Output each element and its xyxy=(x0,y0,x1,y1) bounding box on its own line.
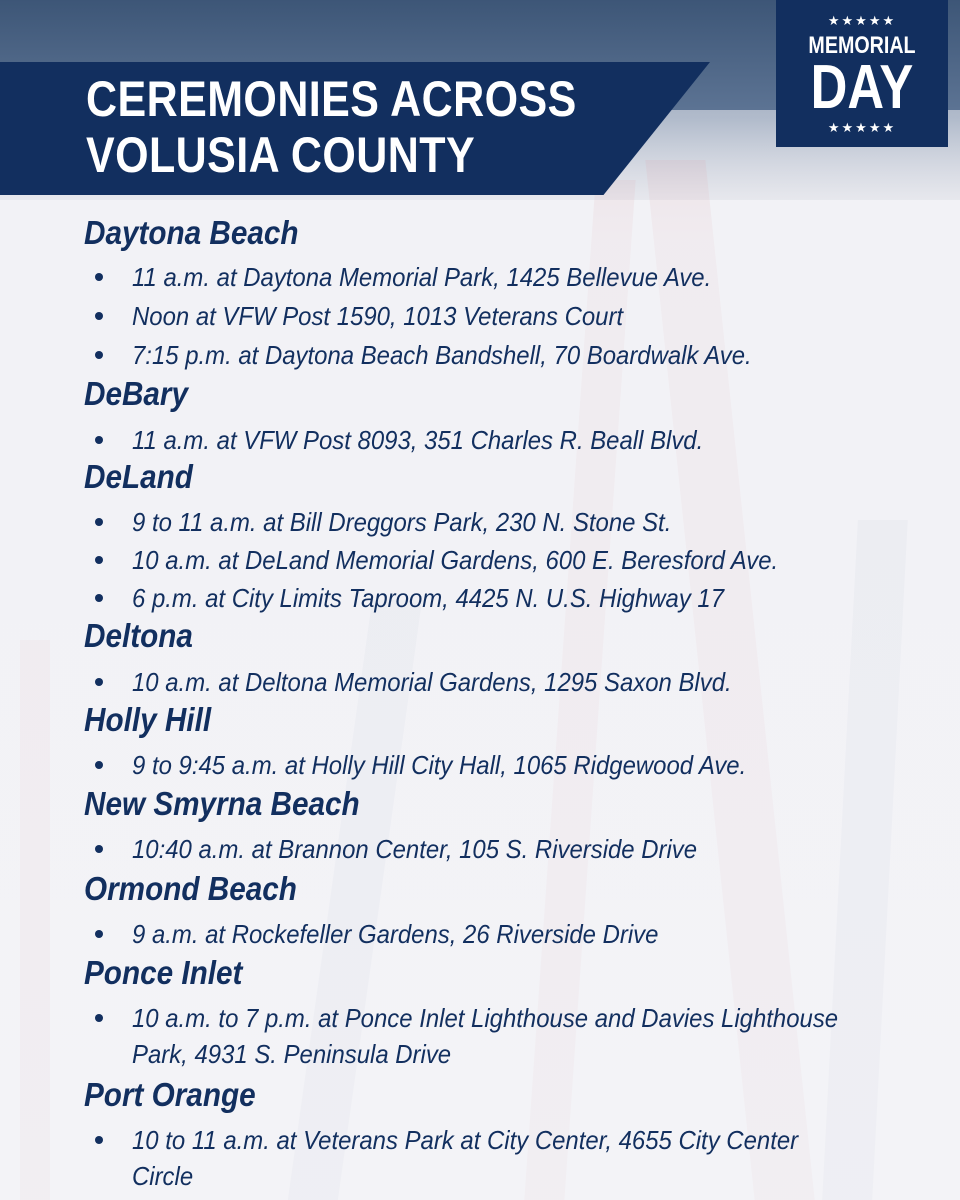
city-heading: DeLand xyxy=(84,458,193,495)
list-item: 7:15 p.m. at Daytona Beach Bandshell, 70 Boardwalk Ave. xyxy=(132,340,752,370)
bullet-icon xyxy=(95,594,103,602)
list-item-continuation: Park, 4931 S. Peninsula Drive xyxy=(132,1039,452,1069)
list-item: 10 a.m. at Deltona Memorial Gardens, 1295 Saxon Blvd. xyxy=(132,667,732,697)
list-item: 10 a.m. at DeLand Memorial Gardens, 600 E. Beresford Ave. xyxy=(132,545,779,575)
bullet-icon xyxy=(95,845,103,853)
list-item: 10:40 a.m. at Brannon Center, 105 S. Riverside Drive xyxy=(132,834,698,864)
logo-word-day: DAY xyxy=(810,53,914,122)
bullet-icon xyxy=(95,930,103,938)
city-heading: New Smyrna Beach xyxy=(84,785,360,822)
bullet-icon xyxy=(95,312,103,320)
bullet-icon xyxy=(95,351,103,359)
list-item: 11 a.m. at VFW Post 8093, 351 Charles R. Beall Blvd. xyxy=(132,425,704,455)
stars-icon: ★★★★★ xyxy=(827,13,897,28)
city-heading: Port Orange xyxy=(84,1076,256,1113)
city-heading: Deltona xyxy=(84,617,193,654)
bullet-icon xyxy=(95,518,103,526)
city-heading: DeBary xyxy=(84,375,189,412)
list-item: 9 to 11 a.m. at Bill Dreggors Park, 230 N. Stone St. xyxy=(132,507,672,537)
stars-icon: ★★★★★ xyxy=(827,120,897,135)
list-item: 10 a.m. to 7 p.m. at Ponce Inlet Lighthouse and Davies Lighthouse xyxy=(132,1003,839,1033)
bullet-icon xyxy=(95,678,103,686)
list-item: 6 p.m. at City Limits Taproom, 4425 N. U.S. Highway 17 xyxy=(132,583,725,613)
bullet-icon xyxy=(95,556,103,564)
list-item: Noon at VFW Post 1590, 1013 Veterans Court xyxy=(132,301,624,331)
page-title-line-2: VOLUSIA COUNTY xyxy=(86,127,476,183)
bullet-icon xyxy=(95,1014,103,1022)
page-title-line-1: CEREMONIES ACROSS xyxy=(86,71,577,127)
city-heading: Daytona Beach xyxy=(84,214,299,251)
bullet-icon xyxy=(95,761,103,769)
city-heading: Ponce Inlet xyxy=(84,954,243,991)
logo-word-memorial: MEMORIAL xyxy=(808,32,916,59)
list-item: 9 a.m. at Rockefeller Gardens, 26 Riverside Drive xyxy=(132,919,659,949)
list-item: 10 to 11 a.m. at Veterans Park at City Center, 4655 City Center Circle xyxy=(132,1125,799,1191)
city-heading: Holly Hill xyxy=(84,701,212,738)
bullet-icon xyxy=(95,273,103,281)
list-item: 11 a.m. at Daytona Memorial Park, 1425 Bellevue Ave. xyxy=(132,262,712,292)
city-heading: Ormond Beach xyxy=(84,870,297,907)
bullet-icon xyxy=(95,436,103,444)
list-item: 9 to 9:45 a.m. at Holly Hill City Hall, 1065 Ridgewood Ave. xyxy=(132,750,747,780)
bullet-icon xyxy=(95,1136,103,1144)
